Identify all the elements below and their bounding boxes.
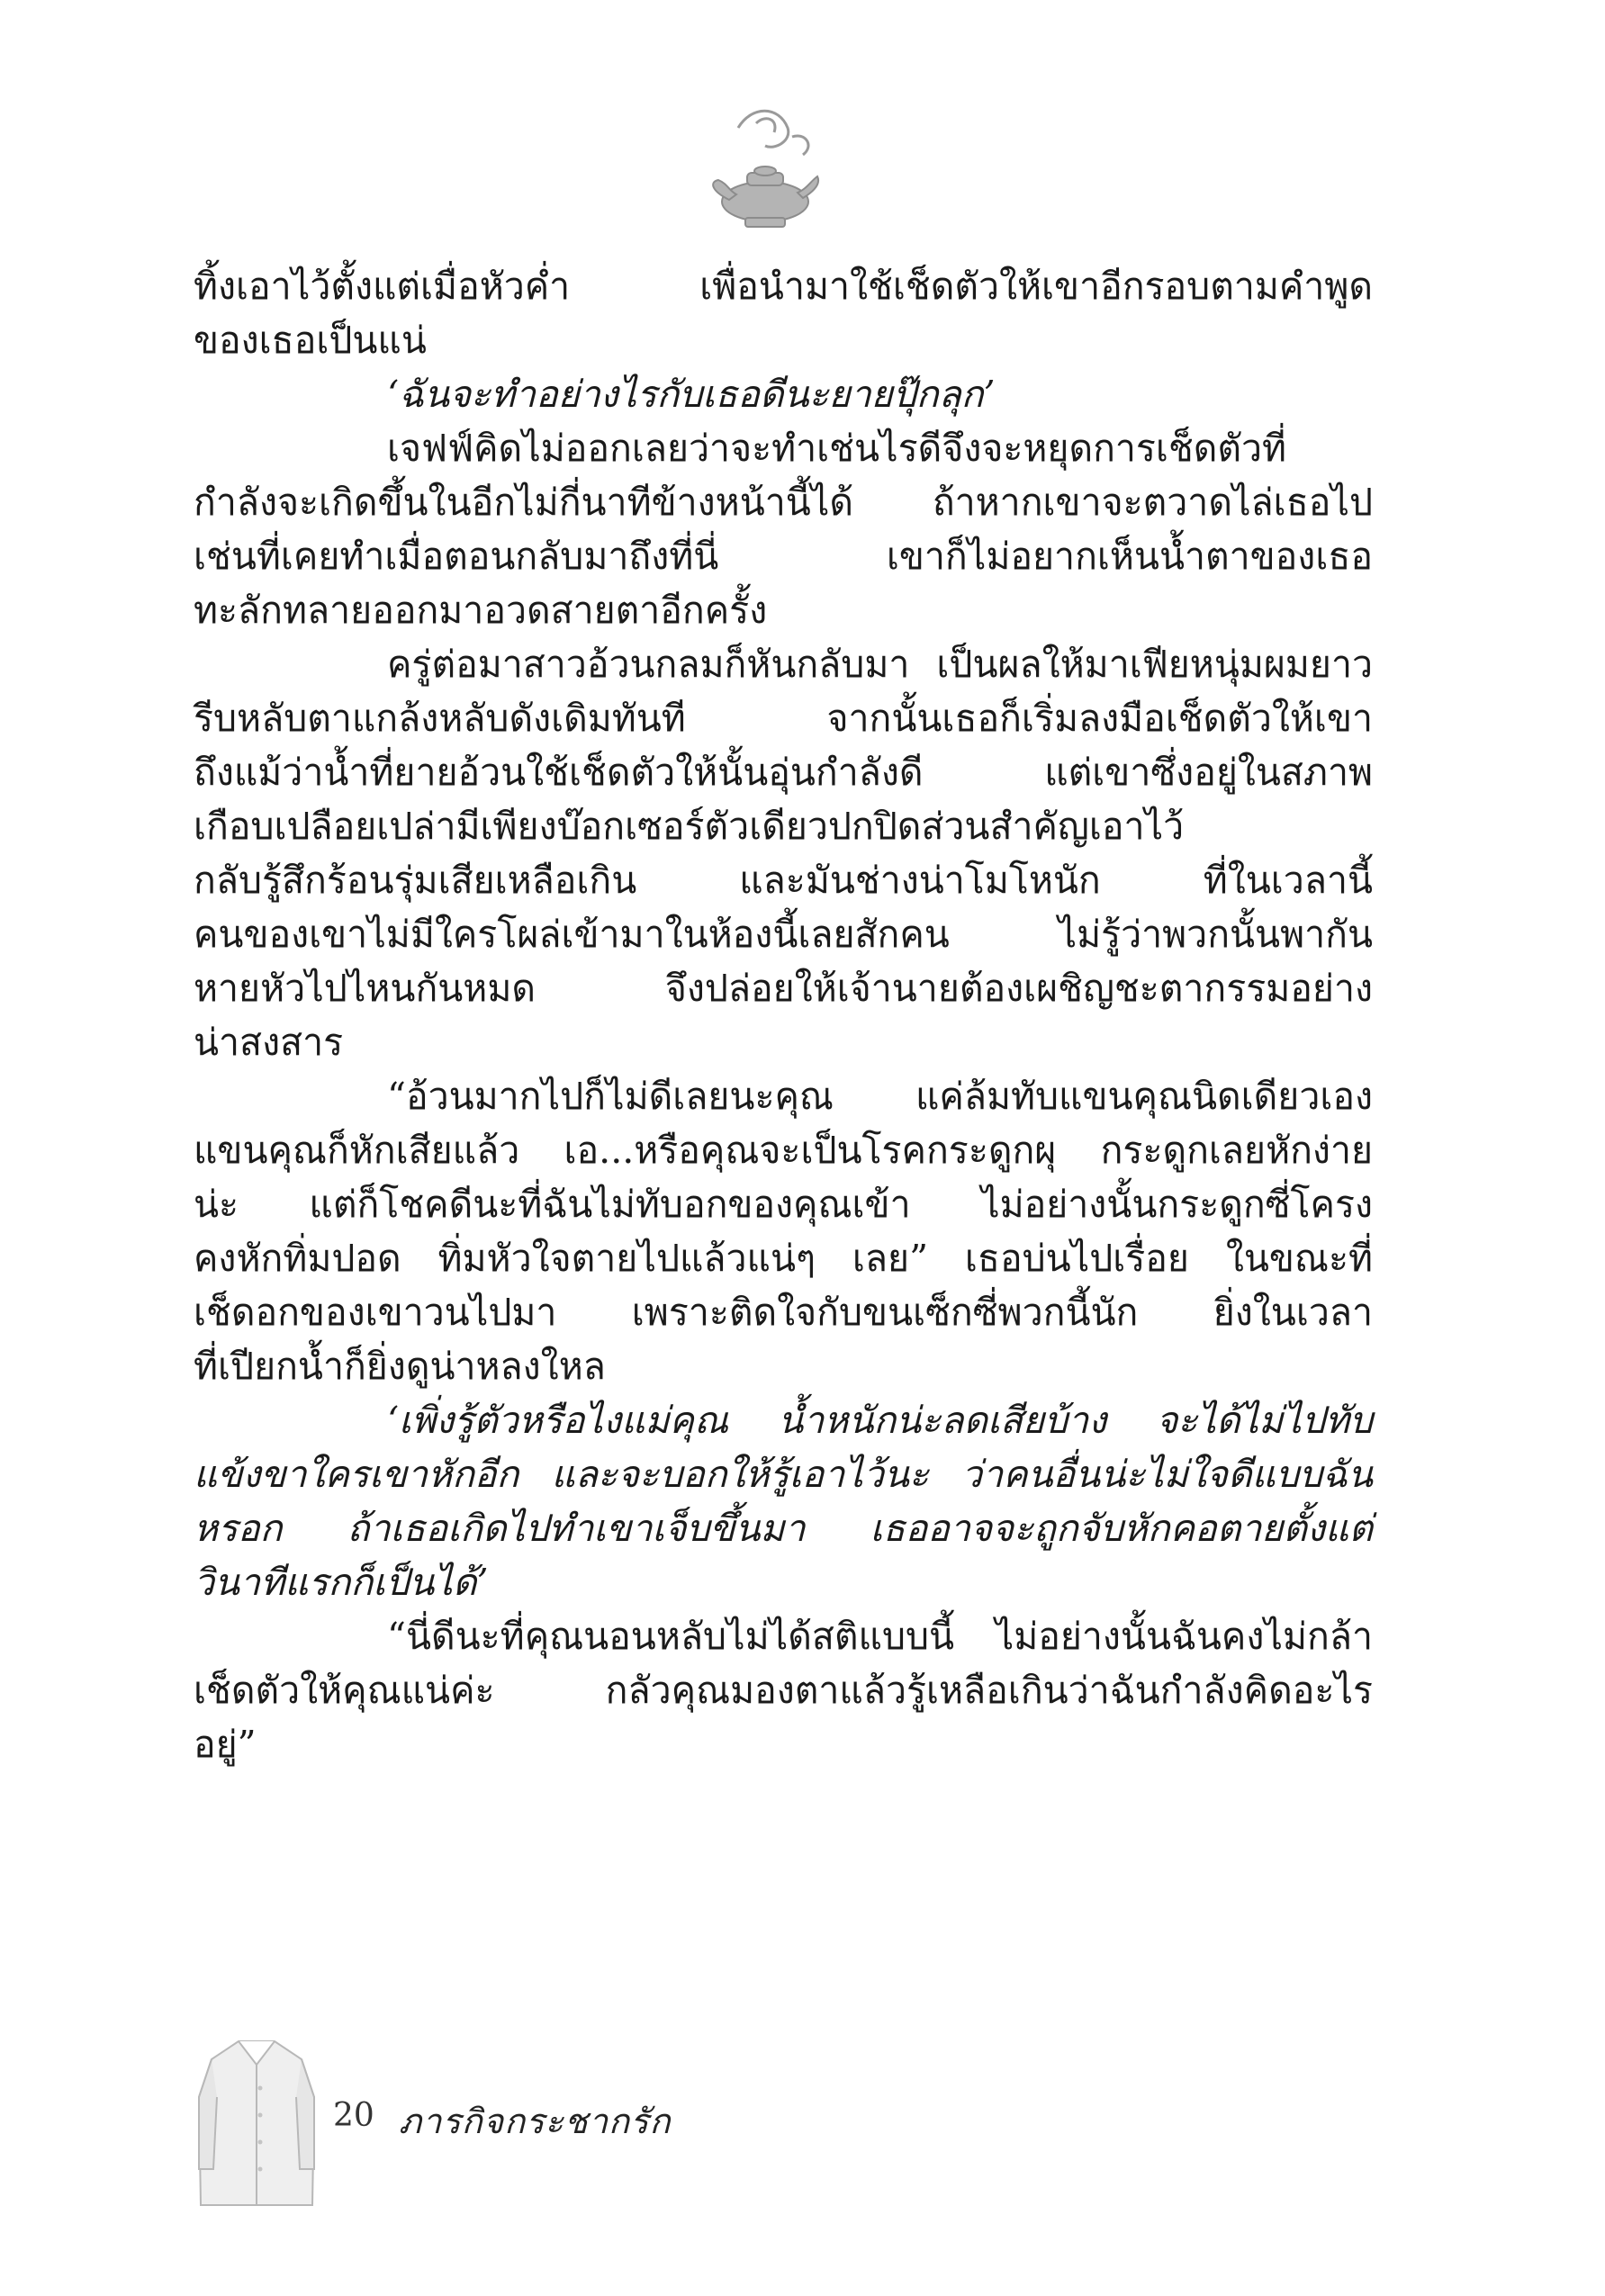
text-line: ‘เพิ่งรู้ตัวหรือไงแม่คุณ น้ำหนักน่ะลดเสียบ้าง จะได้ไม่ไปทับ bbox=[387, 1399, 1373, 1442]
text-line: น่าสงสาร bbox=[194, 1021, 344, 1064]
text-line: ‘ฉันจะทำอย่างไรกับเธอดีนะยายปุ๊กลุก’ bbox=[387, 373, 996, 416]
paragraph bbox=[194, 421, 1373, 637]
text-line: แข้งขาใครเขาหักอีก และจะบอกให้รู้เอาไว้นะ ว่าคนอื่นน่ะไม่ใจดีแบบฉัน bbox=[194, 1453, 1373, 1496]
text-line: กลับรู้สึกร้อนรุ่มเสียเหลือเกิน และมันช่างน่าโมโหนัก ที่ในเวลานี้ bbox=[194, 859, 1373, 902]
text-line: ที่เปียกน้ำก็ยิ่งดูน่าหลงใหล bbox=[194, 1345, 606, 1388]
text-line: “นี่ดีนะที่คุณนอนหลับไม่ได้สติแบบนี้ ไม่อย่างนั้นฉันคงไม่กล้า bbox=[387, 1615, 1373, 1658]
book-title: ภารกิจกระชากรัก bbox=[399, 2102, 672, 2141]
body-text bbox=[194, 259, 1373, 1771]
paragraph bbox=[194, 637, 1373, 1069]
text-line: รีบหลับตาแกล้งหลับดังเดิมทันที จากนั้นเธอก็เริ่มลงมือเช็ดตัวให้เขา bbox=[194, 697, 1373, 740]
text-line: ทิ้งเอาไว้ตั้งแต่เมื่อหัวค่ำ เพื่อนำมาใช้เช็ดตัวให้เขาอีกรอบตามคำพูด bbox=[194, 265, 1373, 308]
dialogue-paragraph bbox=[194, 1609, 1373, 1771]
white-shirt-icon bbox=[194, 2034, 320, 2210]
text-line: เช็ดอกของเขาวนไปมา เพราะติดใจกับขนเซ็กซี่พวกนี้นัก ยิ่งในเวลา bbox=[194, 1291, 1373, 1334]
text-line: เช่นที่เคยทำเมื่อตอนกลับมาถึงที่นี่ เขาก็ไม่อยากเห็นน้ำตาของเธอ bbox=[194, 535, 1373, 578]
text-line: “อ้วนมากไปก็ไม่ดีเลยนะคุณ แค่ล้มทับแขนคุณนิดเดียวเอง bbox=[387, 1075, 1373, 1118]
text-line: คงหักทิ่มปอด ทิ่มหัวใจตายไปแล้วแน่ๆ เลย” เธอบ่นไปเรื่อย ในขณะที่ bbox=[194, 1237, 1373, 1280]
text-line: อยู่” bbox=[194, 1723, 257, 1766]
text-line: เกือบเปลือยเปล่ามีเพียงบ๊อกเซอร์ตัวเดียวปกปิดส่วนสำคัญเอาไว้ bbox=[194, 805, 1185, 848]
page-number: 20 bbox=[333, 2097, 374, 2134]
text-line: เช็ดตัวให้คุณแน่ค่ะ กลัวคุณมองตาแล้วรู้เหลือเกินว่าฉันกำลังคิดอะไร bbox=[194, 1669, 1373, 1712]
text-line: แขนคุณก็หักเสียแล้ว เอ...หรือคุณจะเป็นโรคกระดูกผุ กระดูกเลยหักง่าย bbox=[194, 1129, 1373, 1172]
dialogue-paragraph bbox=[194, 1069, 1373, 1393]
text-line: หายหัวไปไหนกันหมด จึงปล่อยให้เจ้านายต้องเผชิญชะตากรรมอย่าง bbox=[194, 967, 1373, 1010]
text-line: น่ะ แต่ก็โชคดีนะที่ฉันไม่ทับอกของคุณเข้า ไม่อย่างนั้นกระดูกซี่โครง bbox=[194, 1183, 1373, 1226]
text-line: กำลังจะเกิดขึ้นในอีกไม่กี่นาทีข้างหน้านี้ได้ ถ้าหากเขาจะตวาดไล่เธอไป bbox=[194, 481, 1373, 524]
teapot-ornament-icon bbox=[702, 101, 828, 236]
text-line: ครู่ต่อมาสาวอ้วนกลมก็หันกลับมา เป็นผลให้มาเฟียหนุ่มผมยาว bbox=[387, 643, 1373, 686]
text-line: เจฟฟ์คิดไม่ออกเลยว่าจะทำเช่นไรดีจึงจะหยุดการเช็ดตัวที่ bbox=[387, 427, 1287, 470]
text-line: ของเธอเป็นแน่ bbox=[194, 319, 427, 362]
text-line: ทะลักทลายออกมาอวดสายตาอีกครั้ง bbox=[194, 589, 768, 632]
page-footer bbox=[194, 2034, 1004, 2214]
text-line: ถึงแม้ว่าน้ำที่ยายอ้วนใช้เช็ดตัวให้นั้นอุ่นกำลังดี แต่เขาซึ่งอยู่ในสภาพ bbox=[194, 751, 1373, 794]
italic-thought-paragraph bbox=[194, 1393, 1373, 1609]
text-line: คนของเขาไม่มีใครโผล่เข้ามาในห้องนี้เลยสักคน ไม่รู้ว่าพวกนั้นพากัน bbox=[194, 913, 1373, 956]
italic-thought-paragraph bbox=[194, 367, 1373, 421]
paragraph bbox=[194, 259, 1373, 367]
text-line: วินาทีแรกก็เป็นได้’ bbox=[194, 1561, 489, 1604]
text-line: หรอก ถ้าเธอเกิดไปทำเขาเจ็บขึ้นมา เธออาจจะถูกจับหักคอตายตั้งแต่ bbox=[194, 1507, 1373, 1550]
